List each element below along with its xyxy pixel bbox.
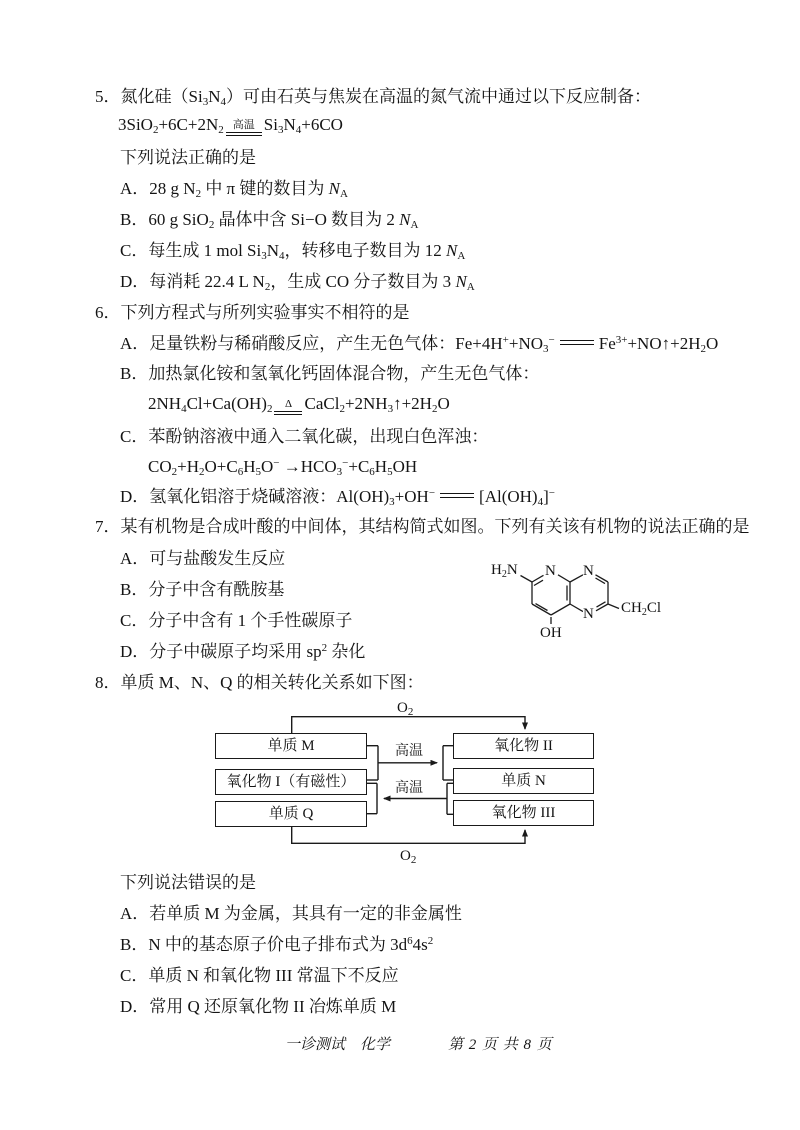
molecule-structure (475, 545, 710, 655)
box-label: 氧化物 III (491, 805, 556, 821)
box-label: 氧化物 II (494, 738, 553, 754)
box-label: 单质 N (501, 773, 546, 789)
option-text: 分子中含有 1 个手性碳原子 (148, 611, 353, 630)
reaction-condition-sign (226, 119, 262, 136)
option-label: A． (120, 549, 150, 568)
question-5-stem (95, 86, 651, 108)
question-6-equation-c: $CO_2+H_2O+C_6H_5O^- \to HCO_3^-+C_6H_5OH$ (148, 457, 418, 478)
equals-double-bar (440, 493, 474, 498)
option-text: 分子中含有酰胺基 (148, 580, 285, 599)
box-oxide-2 (453, 733, 594, 759)
question-6-equation-b (148, 393, 450, 415)
question-6-option-c (120, 426, 488, 448)
option-text: N 中的基态原子价电子排布式为 $3d^64s^2$ (148, 935, 434, 954)
question-8-option-c (120, 965, 399, 987)
option-label: A． (120, 334, 150, 353)
box-element-q (215, 801, 367, 827)
option-label: B． (120, 210, 149, 229)
footer-page-number: 第 2 页 共 8 页 (448, 1037, 553, 1053)
nitrogen-atom-label: N (583, 563, 594, 579)
o2-bottom-label: $O_2$ (400, 848, 417, 866)
option-label: A． (120, 904, 150, 923)
option-text: 可与盐酸发生反应 (149, 549, 286, 568)
option-label: C． (120, 241, 149, 260)
nitrogen-atom-label: N (583, 606, 594, 622)
question-5-equation (118, 114, 343, 136)
equation-right: $CaCl_2+2NH_3↑+2H_2O$ (304, 394, 450, 415)
question-8-option-d (120, 996, 396, 1018)
condition-text: 高温 (232, 119, 255, 131)
option-label: D． (120, 487, 150, 506)
page-footer (285, 1036, 553, 1054)
option-text: 每生成 1 mol $Si_3N_4$，转移电子数目为 12 $N_A$ (148, 241, 466, 262)
option-label: D． (120, 642, 150, 661)
option-text: 加热氯化铵和氢氧化钙固体混合物，产生无色气体： (148, 364, 540, 383)
question-8-stem (95, 672, 424, 694)
question-8-number: 8． (95, 673, 121, 692)
question-5-option-b (120, 209, 418, 231)
question-7-stem (95, 516, 750, 538)
option-text: 苯酚钠溶液中通入二氧化碳，出现白色浑浊： (148, 427, 489, 446)
option-text: 单质 N 和氧化物 III 常温下不反应 (148, 966, 399, 985)
heat-label-1: 高温 (395, 744, 423, 759)
option-text: 每消耗 22.4 L $N_2$，生成 CO 分子数目为 3 $N_A$ (149, 272, 475, 293)
option-label: D． (120, 997, 150, 1016)
question-8-option-b (120, 934, 433, 956)
question-5-number: 5． (95, 87, 121, 106)
option-text: 氢氧化铝溶于烧碱溶液：$Al(OH)_3+OH^-$ $[Al(OH)_4]^-$ (149, 487, 555, 508)
equation-left: $3SiO_2+6C+2N_2$ (118, 115, 224, 136)
box-oxide-3 (453, 800, 594, 826)
option-label: D． (120, 272, 150, 291)
question-5-stem-text: 氮化硅$(Si_3N_4)$可由石英与焦炭在高温的氮气流中通过以下反应制备： (120, 87, 651, 108)
equation-left: $2NH_4Cl+Ca(OH)_2$ (148, 394, 273, 415)
box-label: 单质 Q (268, 806, 314, 822)
option-label: B． (120, 364, 149, 383)
question-7-option-b (120, 579, 284, 601)
transformation-diagram (180, 698, 620, 868)
question-7-option-a (120, 548, 285, 570)
option-label: B． (120, 935, 149, 954)
option-text: 足量铁粉与稀硝酸反应，产生无色气体：$Fe+4H^++NO_3^-$ $Fe^{3+}+NO↑+2H_2O$ (149, 334, 719, 355)
amine-group-label: $H_2N$ (491, 562, 518, 580)
double-bar (274, 411, 302, 415)
question-6-number: 6． (95, 303, 121, 322)
question-6-stem (95, 302, 410, 324)
question-5-option-a (120, 178, 348, 200)
question-8-option-a (120, 903, 462, 925)
question-8-stem-text: 单质 M、N、Q 的相关转化关系如下图： (120, 673, 424, 692)
equals-double-bar (560, 340, 594, 345)
option-label: A． (120, 179, 150, 198)
option-text: 60 g SiO$_2$ 晶体中含 Si−O 数目为 2 $N_A$ (148, 210, 419, 231)
question-6-option-b (120, 363, 539, 385)
box-element-n (453, 768, 594, 794)
question-6-option-d (120, 486, 555, 508)
option-label: C． (120, 427, 149, 446)
question-7-stem-text: 某有机物是合成叶酸的中间体，其结构简式如图。下列有关该有机物的说法正确的是 (120, 517, 750, 536)
option-label: B． (120, 580, 149, 599)
option-text: 常用 Q 还原氧化物 II 冶炼单质 M (149, 997, 397, 1016)
double-bar (226, 132, 262, 136)
chloromethyl-group-label: $CH_2Cl$ (621, 600, 662, 618)
bond-lines (521, 575, 620, 624)
question-6-stem-text: 下列方程式与所列实验事实不相符的是 (120, 303, 410, 322)
question-7-option-c (120, 610, 352, 632)
box-oxide-1 (215, 769, 367, 795)
box-label: 单质 M (267, 738, 315, 754)
o2-top-label: $O_2$ (397, 700, 414, 718)
box-label: 氧化物 I（有磁性） (226, 774, 356, 790)
nitrogen-atom-label: N (545, 563, 556, 579)
footer-test-title: 一诊测试 化学 (285, 1037, 391, 1053)
reaction-condition-sign (274, 398, 302, 415)
equation-right: $Si_3N_4+6CO$ (263, 115, 343, 136)
option-text: 分子中碳原子均采用 $sp^2$ 杂化 (149, 642, 366, 661)
question-7-number: 7． (95, 517, 121, 536)
option-text: 28 g $N_2$ 中 π 键的数目为 $N_A$ (149, 179, 348, 200)
question-5-option-c (120, 240, 465, 262)
question-6-option-a (120, 333, 718, 355)
option-label: C． (120, 611, 149, 630)
question-5-option-d (120, 271, 475, 293)
question-8-prompt: 下列说法错误的是 (120, 873, 256, 892)
condition-text: Δ (284, 398, 293, 410)
heat-label-2: 高温 (395, 781, 423, 796)
option-label: C． (120, 966, 149, 985)
hydroxyl-group-label: OH (540, 625, 562, 641)
box-element-m (215, 733, 367, 759)
question-7-option-d (120, 641, 365, 663)
option-text: 若单质 M 为金属，其具有一定的非金属性 (149, 904, 462, 923)
question-5-prompt: 下列说法正确的是 (120, 148, 256, 167)
